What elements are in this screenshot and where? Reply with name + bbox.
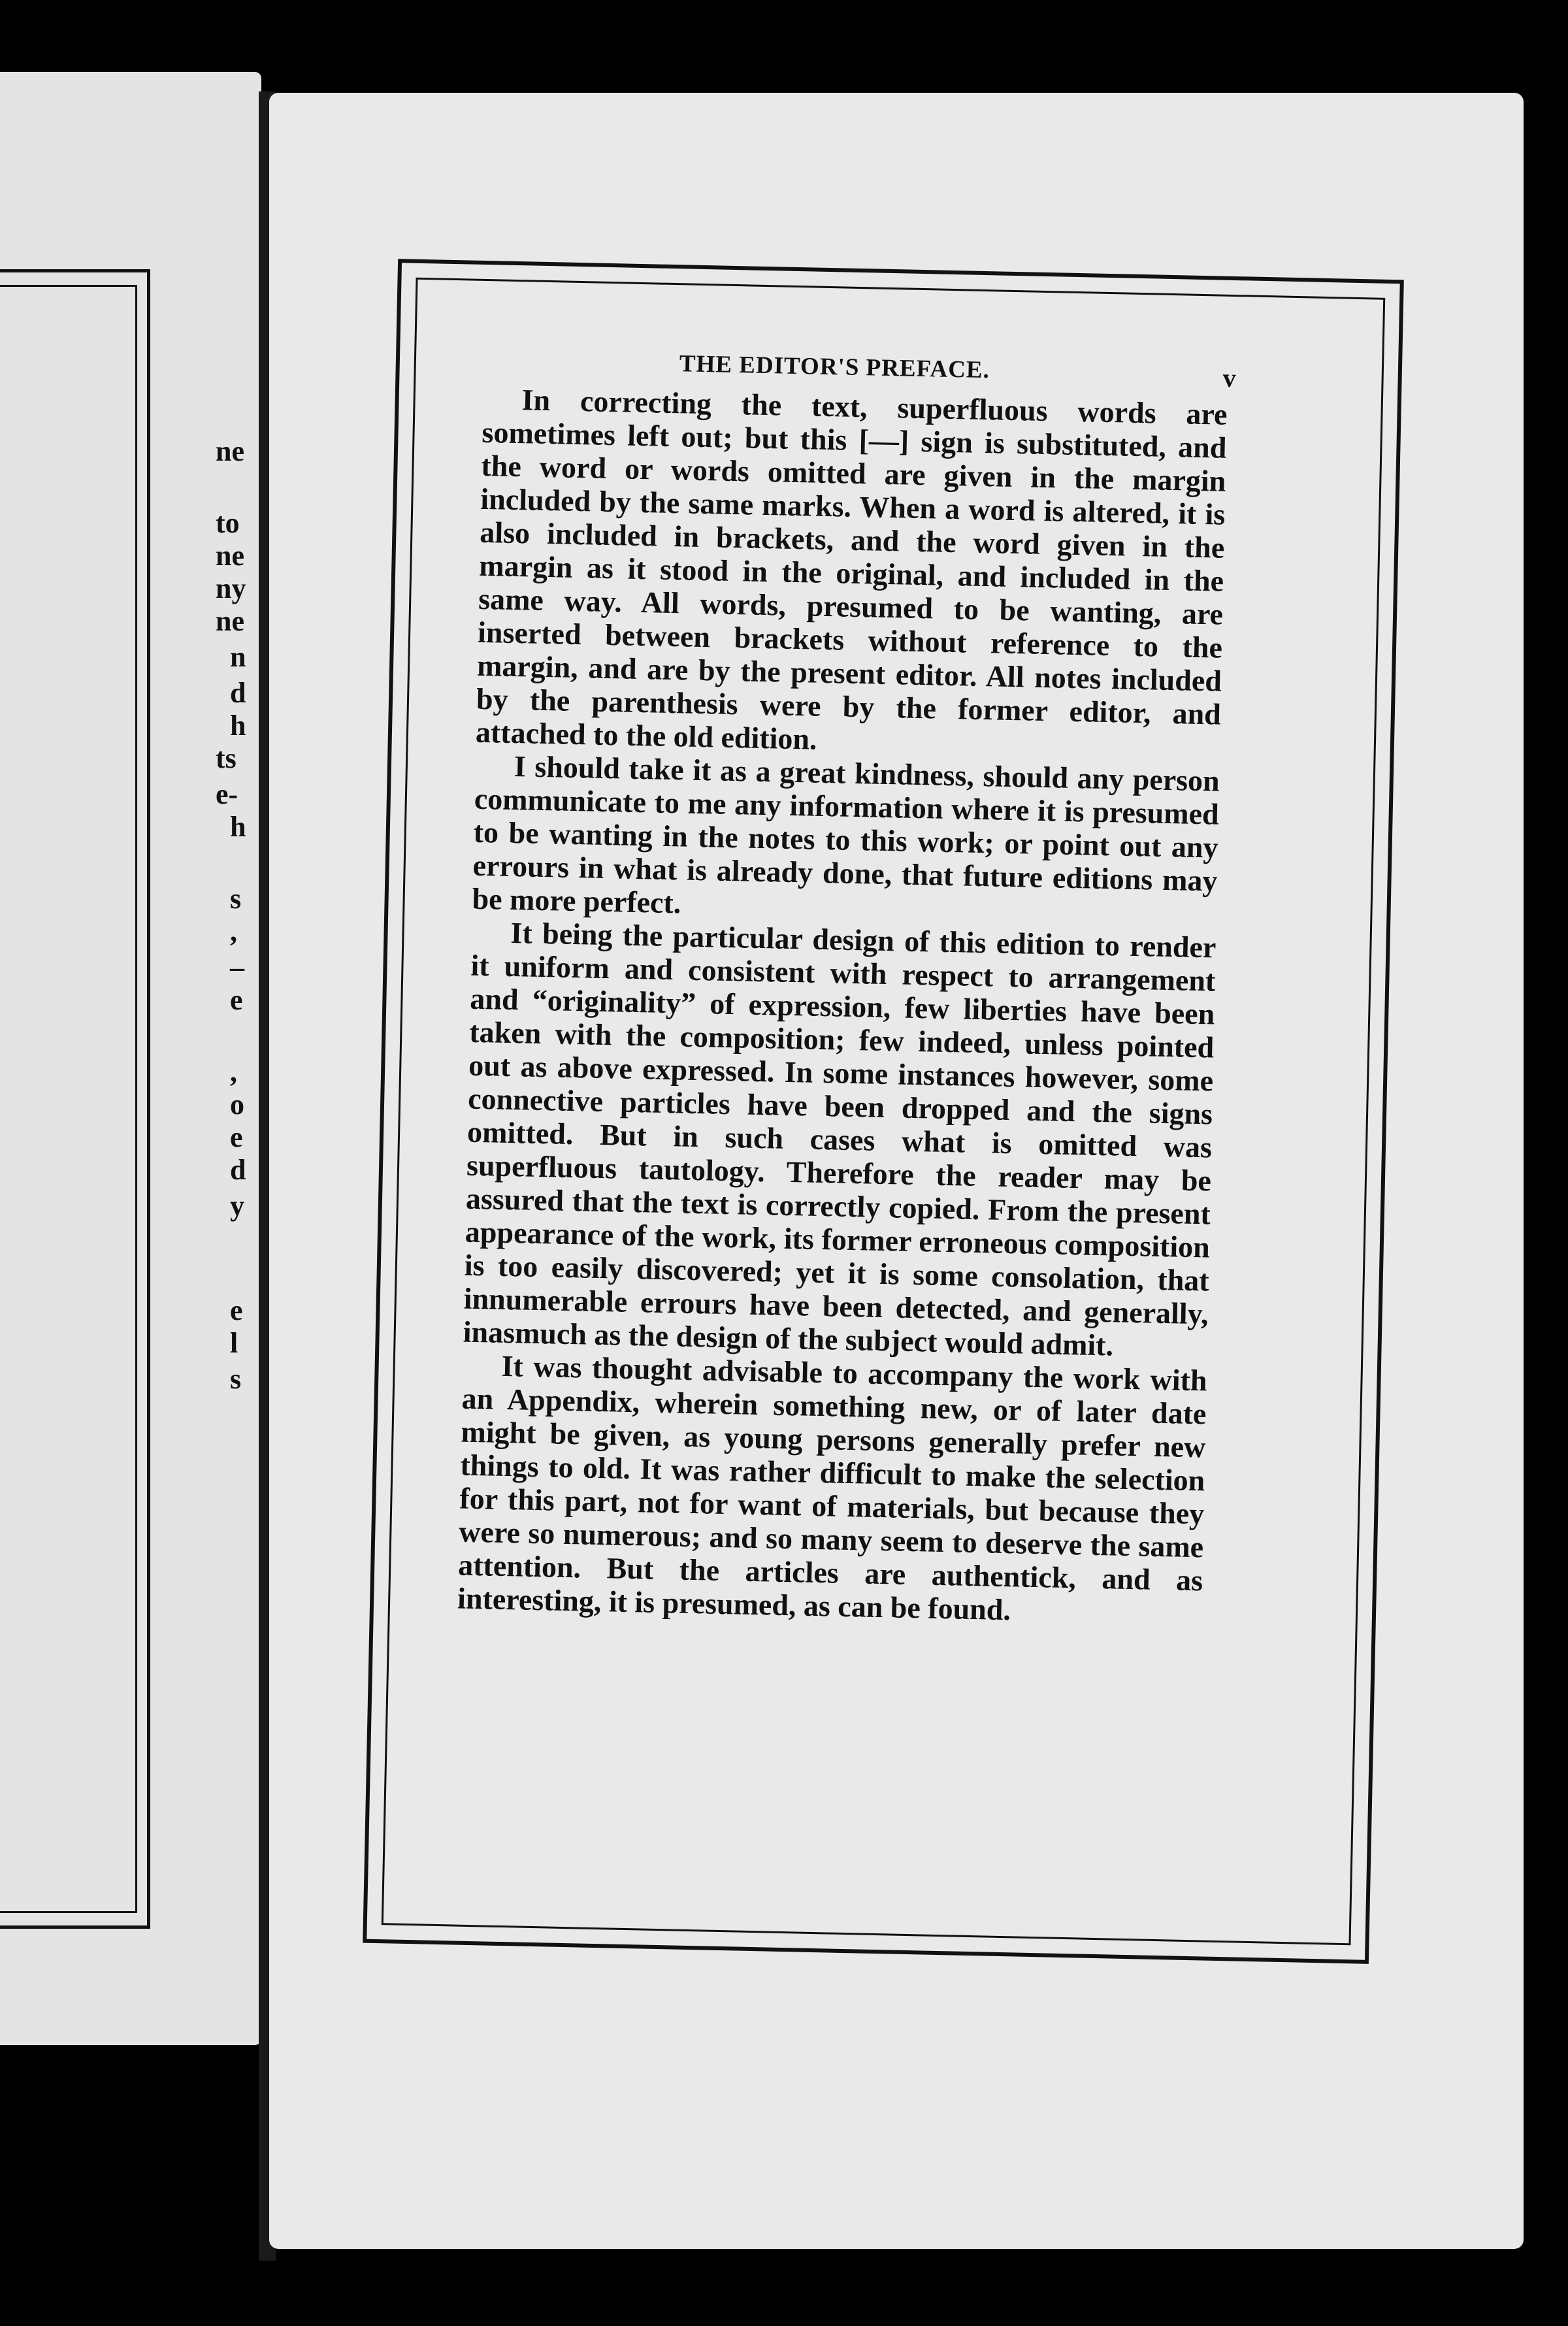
previous-page-fragment: – — [230, 951, 244, 983]
page-number: v — [1222, 363, 1237, 393]
previous-page-fragment: s — [230, 1363, 242, 1395]
previous-page-fragment: h — [230, 811, 246, 843]
previous-page-fragment: d — [230, 677, 246, 709]
previous-page-fragment: s — [230, 883, 242, 915]
paragraph-1: In correcting the text, superfluous words are sometimes left out; but this [—] sign is substituted, and the word or words omitted are given in the margin included by the same marks. When a word is altered, it is also included in brackets, and the word given in the margin as it stood in the original, and included in the same way. All words, presumed to be wanting, are inserted between brackets without reference to the margin, and are by the present editor. All notes included by the parenthesis were by the former editor, and attached to the old edition. — [475, 383, 1228, 756]
previous-page-fragment: h — [230, 710, 246, 742]
previous-page-fragment: ne — [216, 605, 244, 637]
page-frame-outer — [363, 259, 1404, 1964]
paragraph-3: It being the particular design of this edition to render it uniform and consistent with respect to arrangement and “originality” of expression, few liberties have been taken with the composition; few indeed, unless pointed out as above expressed. In some instances however, some connective particles have been dropped and the signs omitted. But in such cases what is omitted was superfluous tautology. Therefore the reader may be assured that the text is correctly copied. From the present appearance of the work, its former erroneous composition is too easily discovered; yet it is some consolation, that innumerable errours have been detected, and generally, inasmuch as the design of the subject would admit. — [463, 916, 1217, 1362]
previous-page-fragment: y — [230, 1190, 244, 1222]
previous-page-fragment: , — [230, 1056, 237, 1088]
previous-page-fragment: o — [230, 1089, 244, 1121]
previous-page-fragment: ny — [216, 572, 246, 604]
previous-page-fragment: d — [230, 1154, 246, 1186]
previous-page-fragment: e — [230, 1294, 243, 1326]
previous-page-fragment: e — [230, 1121, 243, 1153]
paragraph-4: It was thought advisable to accompany the work with an Appendix, wherein something new, or of later date might be given, as young persons generally prefer new things to old. It was rather difficult to make the selection for this part, not for want of materials, but because they were so numerous; and so many seem to deserve the same attention. But the articles are authentick, and as interesting, it is presumed, as can be found. — [457, 1349, 1208, 1627]
previous-page-fragment: n — [230, 641, 246, 673]
previous-page-fragment: , — [230, 915, 237, 947]
running-head-title: THE EDITOR'S PREFACE. — [679, 350, 990, 384]
paragraph-2: I should take it as a great kindness, should any person communicate to me any information where it is presumed to be wanting in the notes to this work; or point out any errours in what is already done, that future editions may be more perfect. — [472, 749, 1220, 920]
page-text-block — [457, 343, 1237, 1630]
previous-page-fragment: ts — [216, 742, 237, 774]
previous-page-fragment: ne — [216, 435, 244, 467]
previous-page-fragment: e- — [216, 778, 238, 810]
previous-page-frame-inner — [0, 285, 137, 1913]
previous-page — [0, 72, 261, 2045]
previous-page-fragment: to — [216, 507, 240, 539]
previous-page-fragment: l — [230, 1327, 238, 1359]
previous-page-fragment: e — [230, 984, 243, 1016]
previous-page-fragment: ne — [216, 540, 244, 572]
